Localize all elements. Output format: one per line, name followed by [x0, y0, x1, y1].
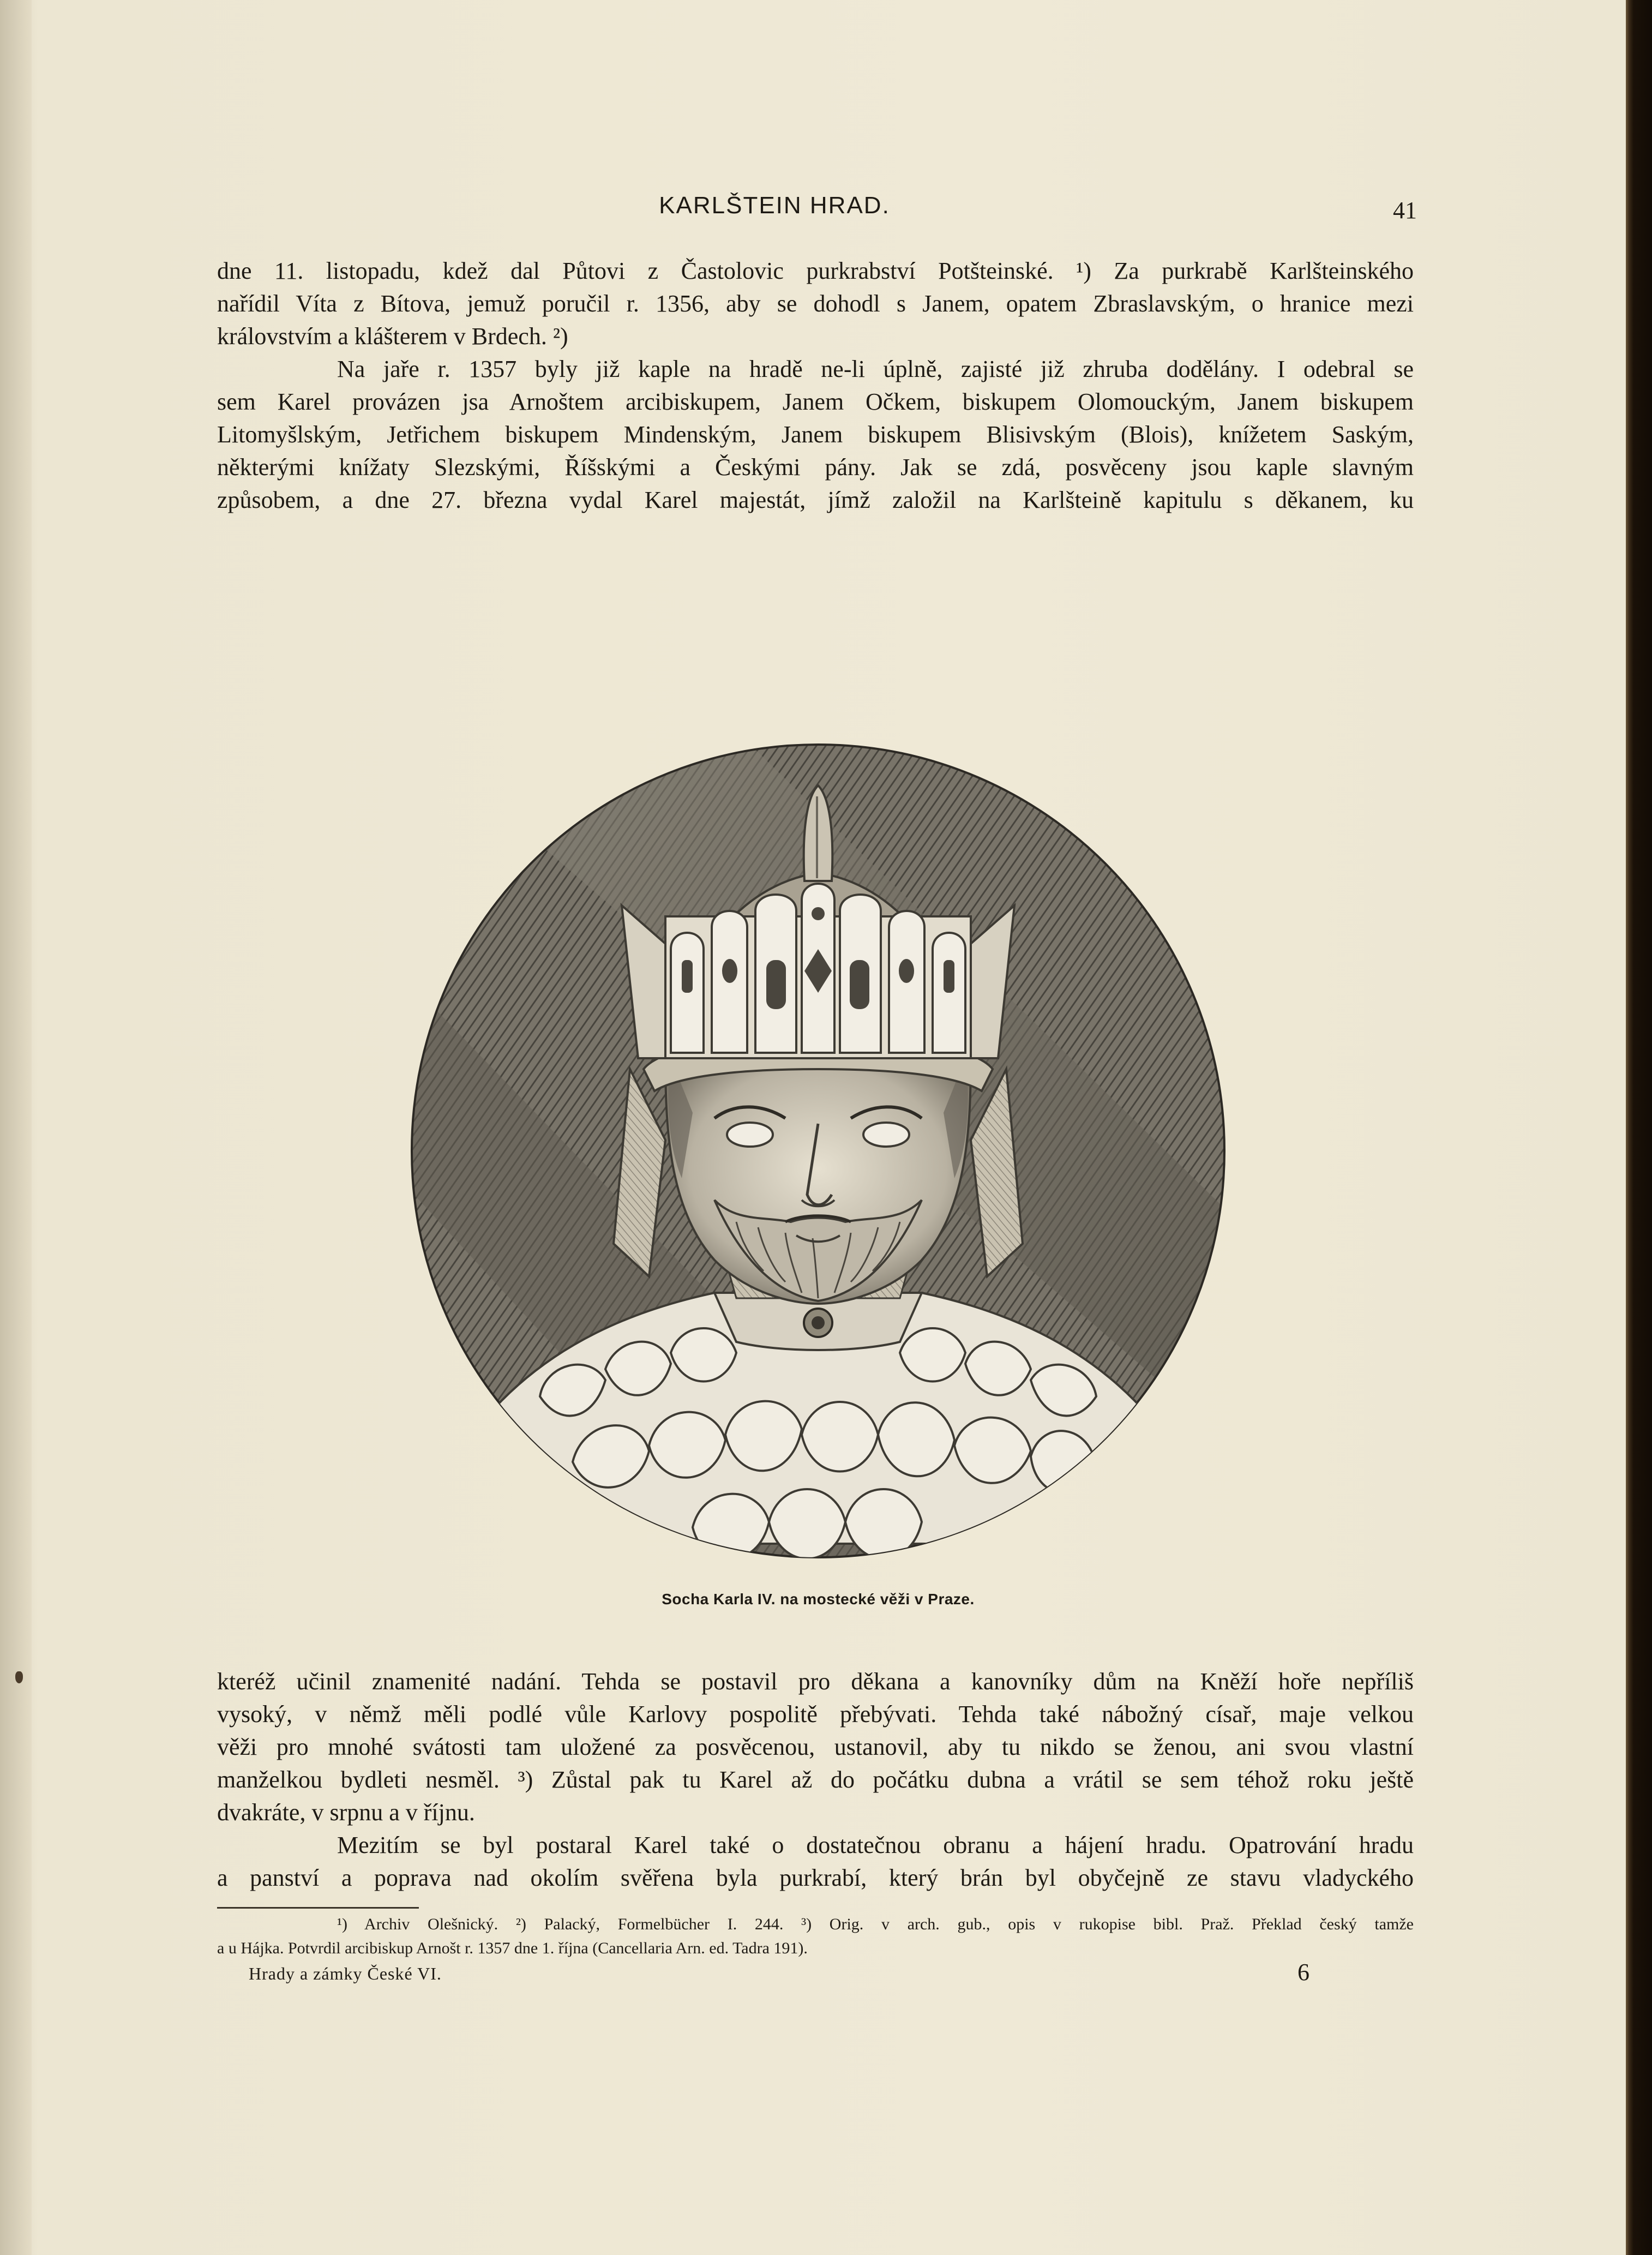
- portrait-figure: [409, 567, 1227, 1587]
- page-edge: [1626, 0, 1652, 2255]
- footnote-line: a u Hájka. Potvrdil arcibiskup Arnošt r. 1357 dne 1. října (Cancellaria Arn. ed. Tadra 191).: [217, 1939, 808, 1957]
- footnotes: [217, 1912, 1414, 1960]
- text-line: dne 11. listopadu, kdež dal Půtovi z Častolovic purkrabství Potšteinské. ¹) Za purkrabě Karlšteinského: [217, 257, 1414, 284]
- text-line: věži pro mnohé svátosti tam uložené za posvěcenou, ustanovil, aby tu nikdo se ženou, ani svou vlastní: [217, 1734, 1414, 1760]
- text-line: Mezitím se byl postaral Karel také o dostatečnou obranu a hájení hradu. Opatrování hradu: [337, 1832, 1414, 1858]
- text-line: kteréž učinil znamenité nadání. Tehda se postavil pro děkana a kanovníky dům na Kněží hoře nepříliš: [217, 1668, 1414, 1695]
- sheet-number: 6: [1297, 1959, 1309, 1986]
- running-title: KARLŠTEIN HRAD.: [659, 192, 890, 219]
- text-line: dvakráte, v srpnu a v říjnu.: [217, 1799, 475, 1826]
- footnote-line: ¹) Archiv Olešnický. ²) Palacký, Formelbücher I. 244. ³) Orig. v arch. gub., opis v rukopise bibl. Praž. Překlad český tamže: [337, 1915, 1414, 1933]
- book-gutter: [0, 0, 32, 2255]
- text-line: sem Karel provázen jsa Arnoštem arcibiskupem, Janem Očkem, biskupem Olomouckým, Janem biskupem: [217, 388, 1414, 415]
- text-line: Litomyšlským, Jetřichem biskupem Mindenským, Janem biskupem Blisivským (Blois), knížetem Saským,: [217, 421, 1414, 448]
- figure-caption: Socha Karla IV. na mostecké věži v Praze.: [662, 1591, 975, 1608]
- body-text-top: [217, 255, 1414, 517]
- text-line: způsobem, a dne 27. března vydal Karel majestát, jímž založil na Karlšteině kapitulu s děkanem, ku: [217, 487, 1414, 513]
- printer-signature: Hrady a zámky České VI.: [249, 1964, 442, 1983]
- text-line: a panství a poprava nad okolím svěřena byla purkrabí, který brán byl obyčejně ze stavu vladyckého: [217, 1864, 1414, 1891]
- text-line: některými knížaty Slezskými, Říšskými a Českými pány. Jak se zdá, posvěceny jsou kaple slavným: [217, 454, 1414, 481]
- text-line: nařídil Víta z Bítova, jemuž poručil r. 1356, aby se dohodl s Janem, opatem Zbraslavským, o hranice mezi: [217, 290, 1414, 317]
- page-number: 41: [1393, 197, 1417, 224]
- margin-mark: [15, 1671, 23, 1683]
- text-line: královstvím a klášterem v Brdech. ²): [217, 323, 568, 350]
- body-text-bottom: [217, 1666, 1414, 1895]
- text-line: vysoký, v němž měli podlé vůle Karlovy pospolitě přebývati. Tehda také nábožný císař, maje velkou: [217, 1701, 1414, 1728]
- portrait-engraving: [409, 567, 1227, 1587]
- footnote-rule: [217, 1907, 419, 1909]
- text-line: Na jaře r. 1357 byly již kaple na hradě ne-li úplně, zajisté již zhruba dodělány. I odebral se: [337, 356, 1414, 382]
- text-line: manželkou bydleti nesměl. ³) Zůstal pak tu Karel až do počátku dubna a vrátil se sem téhož roku ještě: [217, 1766, 1414, 1793]
